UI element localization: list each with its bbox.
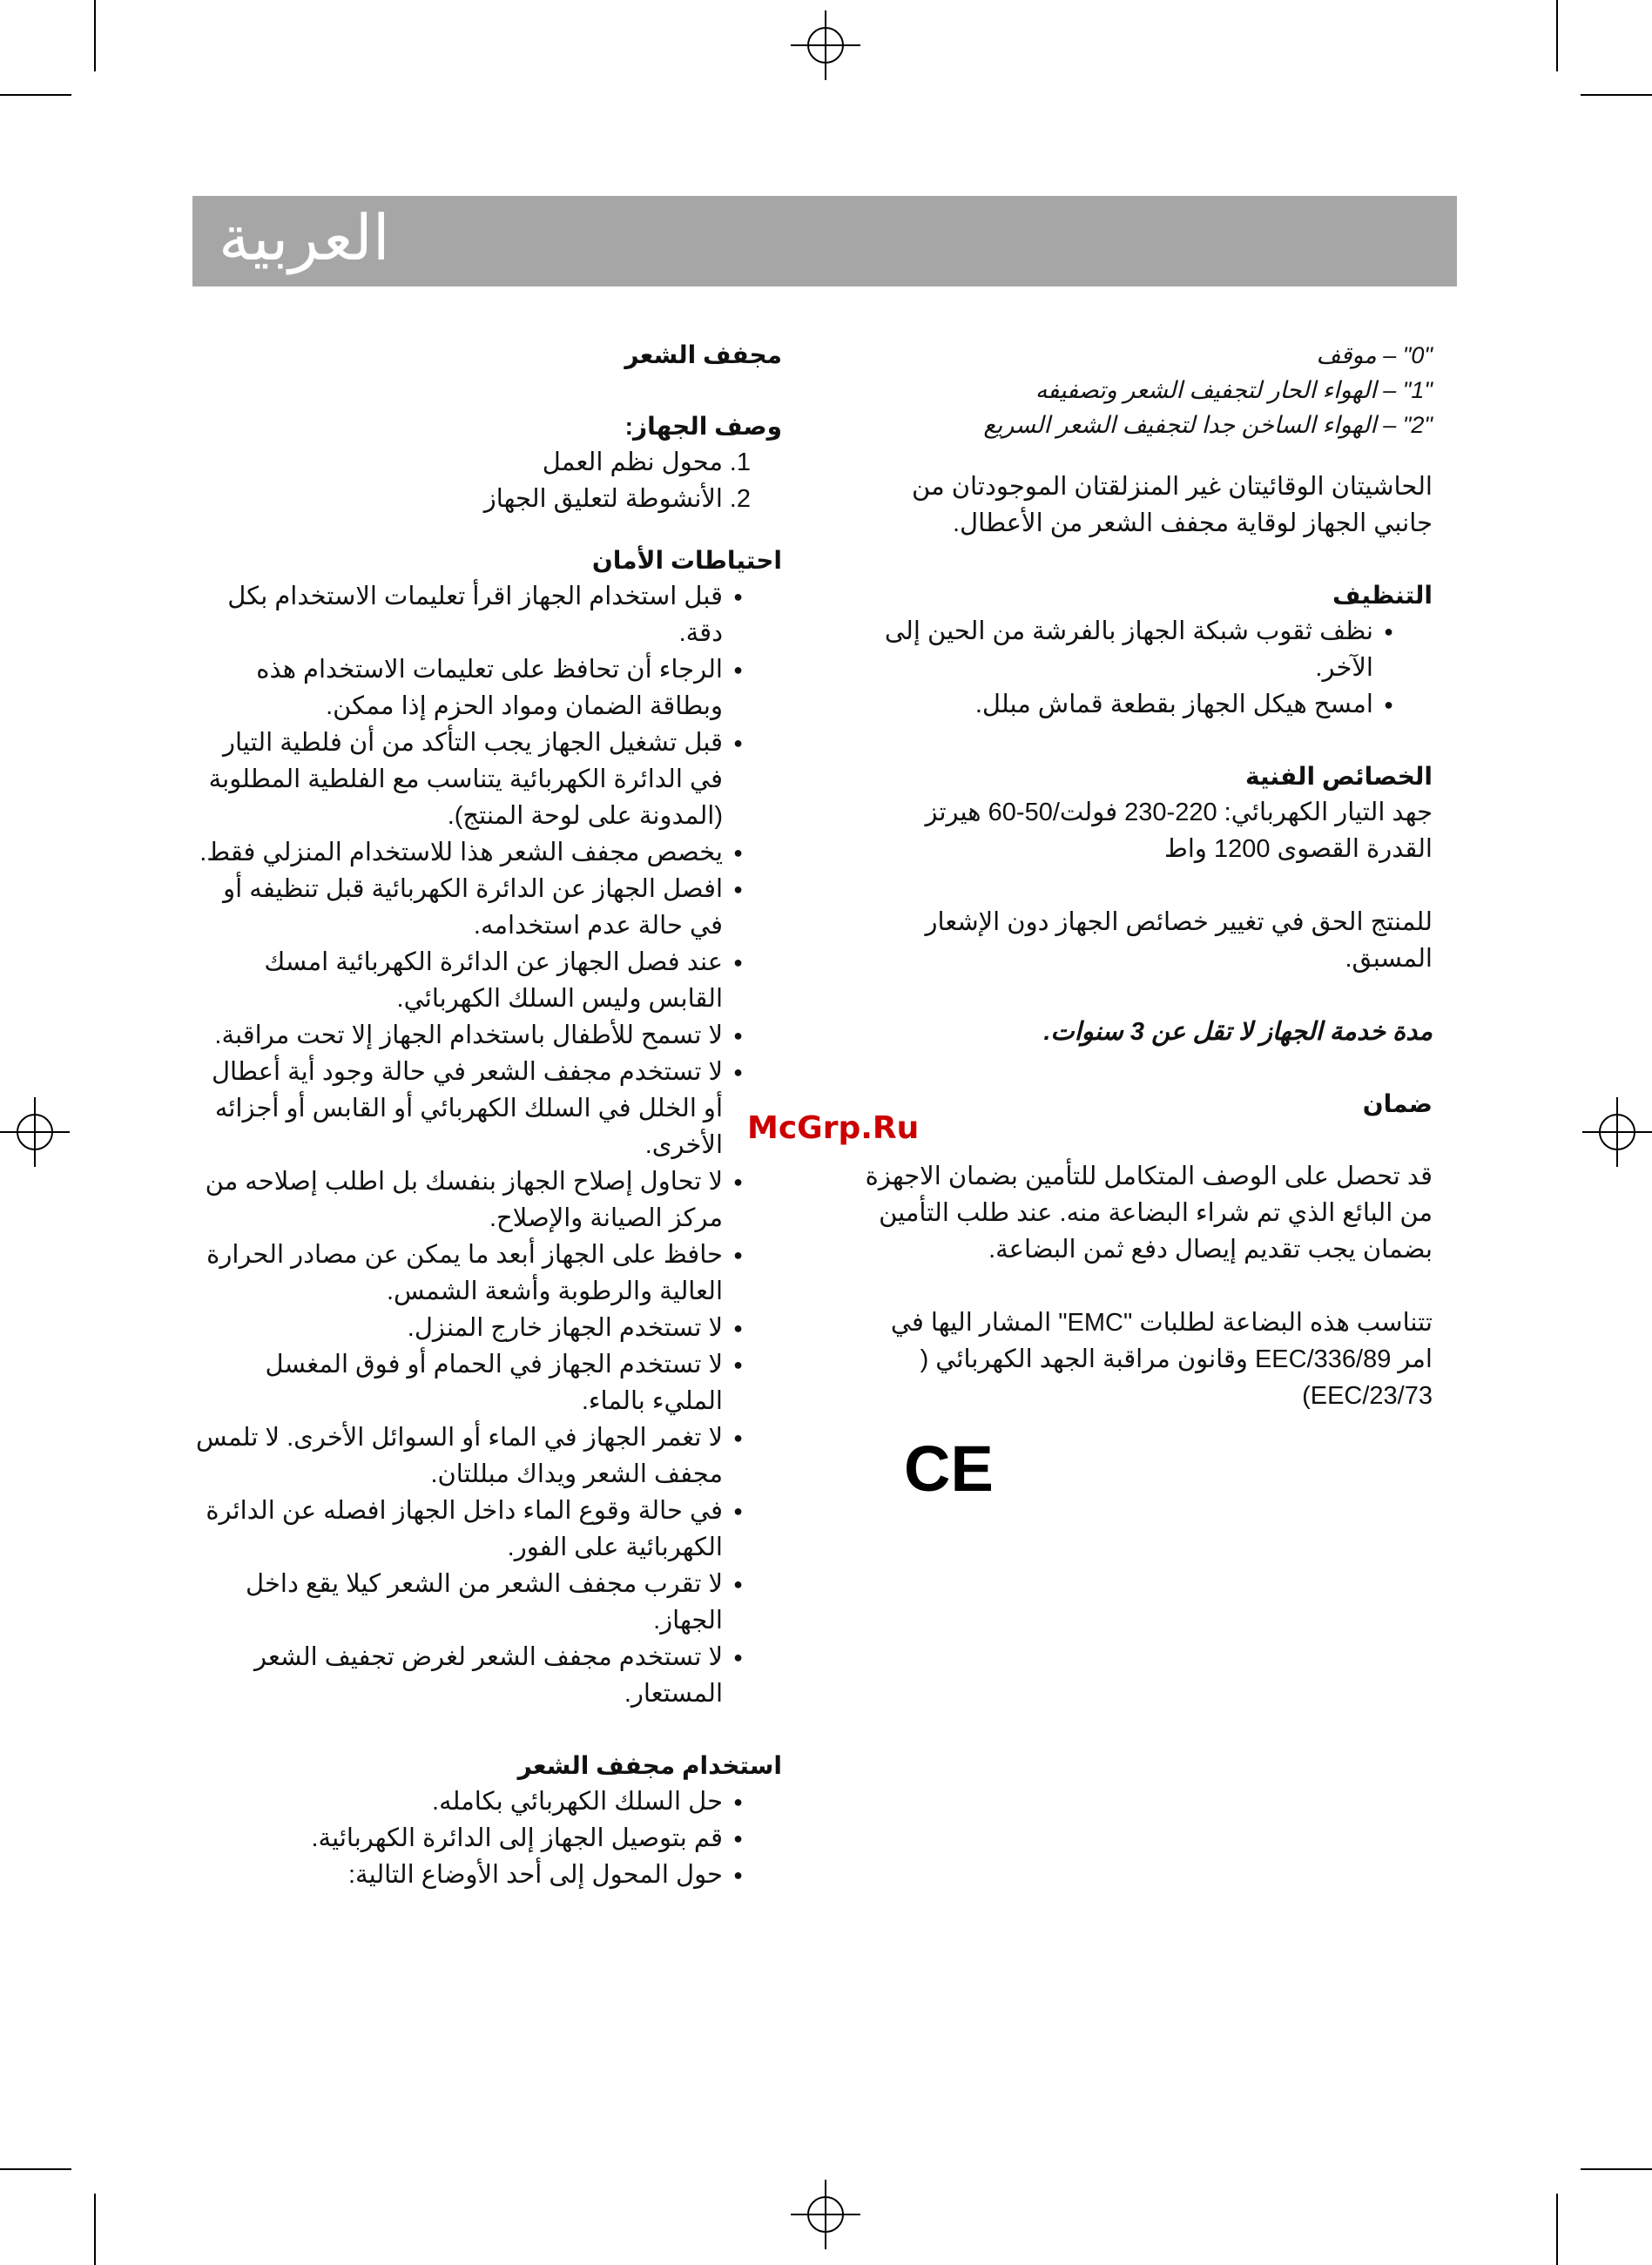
mode-line: "1" – الهواء الحار لتجفيف الشعر وتصفيفه: [1035, 377, 1433, 403]
bullet-icon: ●: [733, 1429, 743, 1446]
registration-mark-icon: [1582, 1097, 1652, 1167]
list-item: [196, 1310, 782, 1346]
spec-line: القدرة القصوى 1200 واط: [1164, 835, 1433, 863]
bullet-icon: ●: [733, 954, 743, 971]
list-item: [196, 1493, 782, 1566]
item-text: حل السلك الكهربائي بكامله.: [432, 1788, 723, 1816]
item-text: قم بتوصيل الجهاز إلى الدائرة الكهربائية.: [311, 1824, 723, 1852]
crop-mark: [1581, 94, 1652, 96]
list-item: [858, 613, 1433, 686]
registration-mark-icon: [791, 10, 860, 80]
item-text: قبل تشغيل الجهاز يجب التأكد من أن فلطية التيار في الدائرة الكهربائية يتناسب مع الفلطية المطلوبة (المدونة على لوحة المنتج).: [208, 729, 723, 830]
ce-mark-text: CE: [904, 1432, 994, 1505]
item-number: 1.: [729, 448, 751, 476]
crop-mark: [1556, 2194, 1558, 2265]
crop-mark: [0, 94, 71, 96]
service-life: مدة خدمة الجهاز لا تقل عن 3 سنوات.: [1043, 1018, 1433, 1046]
watermark: McGrp.Ru: [747, 1110, 920, 1146]
bullet-icon: ●: [1384, 623, 1393, 640]
list-item: [196, 1566, 782, 1639]
item-text: عند فصل الجهاز عن الدائرة الكهربائية امسك القابس وليس السلك الكهربائي.: [264, 948, 723, 1013]
list-item: [196, 1820, 782, 1857]
bullet-icon: ●: [733, 661, 743, 678]
list-item: [196, 1054, 782, 1163]
bullet-icon: ●: [733, 1246, 743, 1264]
list-item: [196, 1639, 782, 1712]
item-text: لا تحاول إصلاح الجهاز بنفسك بل اطلب إصلاحه من مركز الصيانة والإصلاح.: [205, 1168, 723, 1232]
item-text: نظف ثقوب شبكة الجهاز بالفرشة من الحين إلى الآخر.: [884, 617, 1373, 682]
bullet-icon: ●: [733, 1173, 743, 1190]
item-text: يخصص مجفف الشعر هذا للاستخدام المنزلي فقط.: [199, 839, 723, 866]
crop-mark: [94, 2194, 96, 2265]
list-item: [196, 1783, 782, 1820]
item-text: لا تغمر الجهاز في الماء أو السوائل الأخرى. لا تلمس مجفف الشعر ويداك مبللتان.: [196, 1424, 723, 1488]
pads-paragraph: الحاشيتان الوقائيتان غير المنزلقتان الموجودتان من جانبي الجهاز لوقاية مجفف الشعر من الأعطال.: [912, 473, 1433, 537]
bullet-icon: ●: [733, 1648, 743, 1666]
list-item: [858, 686, 1433, 723]
warranty-paragraph: قد تحصل على الوصف المتكامل للتأمين بضمان الاجهزة من البائع الذي تم شراء البضاعة منه. عند طلب التأمين بضمان يجب تقديم إيصال دفع ثمن البضاعة.: [865, 1163, 1433, 1264]
rights-paragraph: للمنتج الحق في تغيير خصائص الجهاز دون الإشعار المسبق.: [925, 908, 1433, 973]
emc-paragraph: تتناسب هذه البضاعة لطلبات "EMC" المشار اليها في امر EEC/336/89 وقانون مراقبة الجهد الكهربائي ( EEC/23/73): [890, 1309, 1433, 1410]
bullet-icon: ●: [733, 1356, 743, 1373]
item-text: لا تقرب مجفف الشعر من الشعر كيلا يقع داخل الجهاز.: [246, 1570, 723, 1635]
item-text: امسح هيكل الجهاز بقطعة قماش مبلل.: [974, 691, 1373, 718]
item-text: حول المحول إلى أحد الأوضاع التالية:: [347, 1861, 723, 1889]
list-item: [196, 1857, 782, 1893]
list-item: [196, 944, 782, 1017]
item-text: لا تستخدم الجهاز خارج المنزل.: [407, 1314, 723, 1342]
item-text: لا تستخدم مجفف الشعر لغرض تجفيف الشعر المستعار.: [253, 1643, 723, 1708]
list-item: [196, 725, 782, 834]
left-column: [858, 338, 1433, 1414]
list-item: [196, 871, 782, 944]
bullet-icon: ●: [733, 1793, 743, 1810]
crop-mark: [1556, 0, 1558, 71]
usage-heading: استخدام مجفف الشعر: [517, 1752, 782, 1779]
item-text: الرجاء أن تحافظ على تعليمات الاستخدام هذه وبطاقة الضمان ومواد الحزم إذا ممكن.: [256, 656, 723, 720]
mode-line: "2" – الهواء الساخن جدا لتجفيف الشعر السريع: [983, 412, 1433, 438]
bullet-icon: ●: [733, 1830, 743, 1847]
item-text: افصل الجهاز عن الدائرة الكهربائية قبل تنظيفه أو في حالة عدم استخدامه.: [223, 875, 723, 940]
item-text: الأنشوطة لتعليق الجهاز: [483, 485, 723, 513]
bullet-icon: ●: [733, 734, 743, 752]
list-item: [196, 1237, 782, 1310]
list-item: [196, 1346, 782, 1419]
item-number: 2.: [729, 485, 751, 513]
usage-list: [196, 1783, 782, 1893]
item-text: محول نظم العمل: [542, 448, 723, 476]
cleaning-list: [858, 613, 1433, 723]
crop-mark: [0, 2168, 71, 2170]
item-text: حافظ على الجهاز أبعد ما يمكن عن مصادر الحرارة العالية والرطوبة وأشعة الشمس.: [206, 1241, 723, 1305]
product-title: مجفف الشعر: [624, 341, 782, 368]
list-item: [196, 651, 782, 725]
list-item: [196, 1017, 782, 1054]
banner-title: العربية: [219, 201, 390, 274]
right-column: [196, 338, 782, 1893]
description-list: [196, 444, 782, 517]
bullet-icon: ●: [733, 1502, 743, 1520]
bullet-icon: ●: [1384, 696, 1393, 713]
registration-mark-icon: [791, 2180, 860, 2249]
list-item: [196, 1419, 782, 1493]
warranty-heading: ضمان: [1362, 1090, 1433, 1117]
list-item: [196, 834, 782, 871]
bullet-icon: ●: [733, 880, 743, 898]
bullet-icon: ●: [733, 1063, 743, 1081]
specs-heading: الخصائص الفنية: [1245, 763, 1433, 790]
bullet-icon: ●: [733, 1027, 743, 1044]
bullet-icon: ●: [733, 844, 743, 861]
list-item: [196, 444, 782, 481]
item-text: قبل استخدام الجهاز اقرأ تعليمات الاستخدام بكل دقة.: [227, 583, 723, 647]
crop-mark: [94, 0, 96, 71]
description-heading: وصف الجهاز:: [624, 413, 782, 440]
crop-mark: [1581, 2168, 1652, 2170]
spec-line: جهد التيار الكهربائي: 220-230 فولت/50-60 هيرتز: [925, 799, 1433, 826]
mode-line: "0" – موقف: [1316, 342, 1433, 368]
item-text: في حالة وقوع الماء داخل الجهاز افصله عن الدائرة الكهربائية على الفور.: [206, 1497, 723, 1561]
bullet-icon: ●: [733, 1575, 743, 1593]
item-text: لا تسمح للأطفال باستخدام الجهاز إلا تحت مراقبة.: [214, 1021, 723, 1049]
list-item: [196, 1163, 782, 1237]
ce-mark-icon: [904, 1432, 994, 1505]
safety-list: [196, 578, 782, 1712]
list-item: [196, 578, 782, 651]
language-banner: [192, 196, 1457, 286]
safety-heading: احتياطات الأمان: [591, 547, 782, 574]
list-item: [196, 481, 782, 517]
cleaning-heading: التنظيف: [1332, 582, 1433, 609]
registration-mark-icon: [0, 1097, 70, 1167]
bullet-icon: ●: [733, 1866, 743, 1884]
bullet-icon: ●: [733, 588, 743, 605]
item-text: لا تستخدم مجفف الشعر في حالة وجود أية أعطال أو الخلل في السلك الكهربائي أو القابس أو أجزائه الأخرى.: [211, 1058, 723, 1159]
bullet-icon: ●: [733, 1319, 743, 1337]
item-text: لا تستخدم الجهاز في الحمام أو فوق المغسل المليء بالماء.: [265, 1351, 723, 1415]
